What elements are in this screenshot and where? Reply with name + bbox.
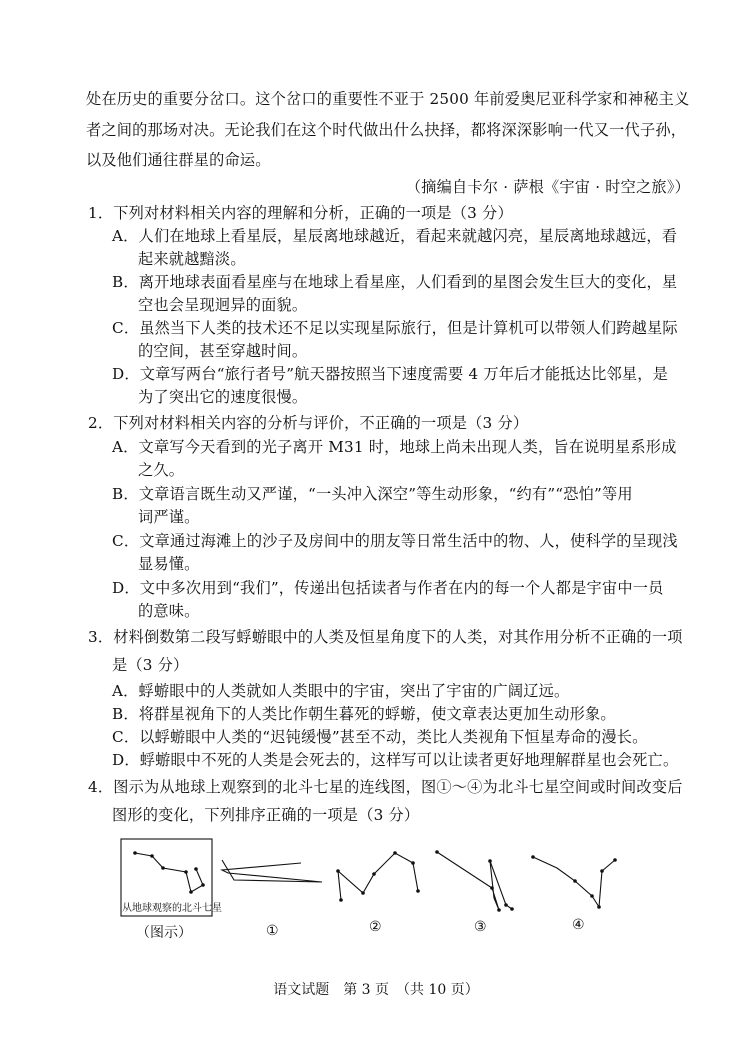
- reference-dipper: [135, 853, 203, 892]
- question-1-option-d: D．文章写两台“旅行者号”航天器按照当下速度需要 4 万年后才能抵达比邻星，是: [112, 365, 669, 383]
- figure-label-3: ③: [474, 919, 487, 935]
- question-1-option-a-cont: 起来就越黯淡。: [138, 250, 246, 268]
- passage-source: （摘编自卡尔 · 萨根《宇宙 · 时空之旅》）: [405, 178, 690, 196]
- question-2-option-c: C．文章通过海滩上的沙子及房间中的朋友等日常生活中的物、人，使科学的呈现浅: [112, 532, 678, 550]
- question-2-option-b: B．文章语言既生动又严谨，“一头冲入深空”等生动形象，“约有”“恐怕”等用: [112, 485, 633, 503]
- question-4-stem-cont: 图形的变化，下列排序正确的一项是（3 分）: [112, 806, 420, 824]
- question-1-option-c: C．虽然当下人类的技术还不足以实现星际旅行，但是计算机可以带领人们跨越星际: [112, 319, 678, 337]
- figure-label-4: ④: [572, 917, 585, 933]
- question-1-stem: 1．下列对材料相关内容的理解和分析，正确的一项是（3 分）: [88, 204, 513, 222]
- dipper-figure-1: [222, 860, 322, 882]
- question-1-option-a: A．人们在地球上看星辰，星辰离地球越近，看起来就越闪亮，星辰离地球越远，看: [112, 227, 678, 245]
- question-1-option-c-cont: 的空间，甚至穿越时间。: [138, 342, 308, 360]
- question-2-option-b-cont: 词严谨。: [138, 508, 200, 526]
- question-1-option-d-cont: 为了突出它的速度很慢。: [138, 388, 308, 406]
- question-2-option-c-cont: 显易懂。: [138, 555, 200, 573]
- question-2-stem: 2．下列对材料相关内容的分析与评价，不正确的一项是（3 分）: [88, 414, 529, 432]
- question-3-option-d: D．蜉蝣眼中不死的人类是会死去的，这样写可以让读者更好地理解群星也会死亡。: [112, 751, 679, 769]
- question-3-stem: 3．材料倒数第二段写蜉蝣眼中的人类及恒星角度下的人类，对其作用分析不正确的一项: [88, 628, 683, 646]
- passage-line-3: 以及他们通往群星的命运。: [86, 151, 271, 169]
- question-3-option-a: A．蜉蝣眼中的人类就如人类眼中的宇宙，突出了宇宙的广阔辽远。: [112, 682, 570, 700]
- question-2-option-a: A．文章写今天看到的光子离开 M31 时，地球上尚未出现人类，旨在说明星系形成: [112, 438, 677, 456]
- dipper-figure-3: [437, 852, 512, 910]
- page-footer: 语文试题 第 3 页 （共 10 页）: [273, 982, 479, 998]
- figure-label-2: ②: [369, 919, 382, 935]
- figure-label-1: ①: [266, 923, 279, 939]
- question-3-stem-cont: 是（3 分）: [112, 656, 189, 674]
- question-2-option-d-cont: 的意味。: [138, 602, 200, 620]
- question-1-option-b-cont: 空也会呈现迥异的面貌。: [138, 296, 308, 314]
- question-2-option-a-cont: 之久。: [138, 461, 185, 479]
- figure-shown-label: （图示）: [136, 925, 192, 941]
- question-4-stem: 4．图示为从地球上观察到的北斗七星的连线图，图①～④为北斗七星空间或时间改变后: [88, 778, 683, 796]
- question-3-option-c: C．以蜉蝣眼中人类的“迟钝缓慢”甚至不动，类比人类视角下恒星寿命的漫长。: [112, 728, 648, 746]
- question-2-option-d: D．文中多次用到“我们”，传递出包括读者与作者在内的每一个人都是宇宙中一员: [112, 579, 664, 597]
- reference-box-caption: 从地球观察的北斗七星: [122, 903, 222, 914]
- dipper-figure-2: [338, 853, 418, 900]
- question-3-option-b: B．将群星视角下的人类比作朝生暮死的蜉蝣，使文章表达更加生动形象。: [112, 705, 616, 723]
- passage-line-1: 处在历史的重要分岔口。这个岔口的重要性不亚于 2500 年前爱奥尼亚科学家和神秘主义: [86, 90, 690, 108]
- passage-line-2: 者之间的那场对决。无论我们在这个时代做出什么抉择，都将深深影响一代又一代子孙，: [86, 121, 687, 139]
- question-1-option-b: B．离开地球表面看星座与在地球上看星座，人们看到的星图会发生巨大的变化，星: [112, 273, 678, 291]
